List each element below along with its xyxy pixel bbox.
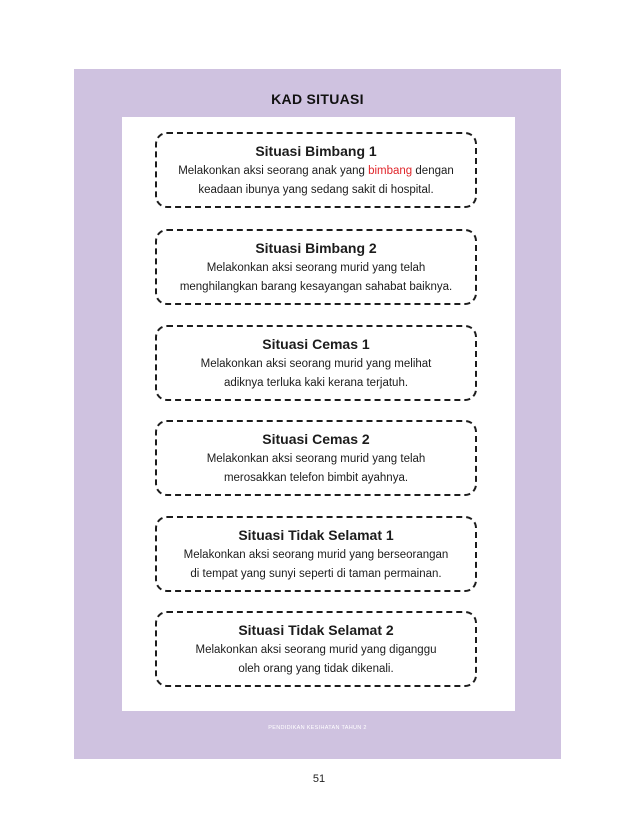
- card-title: Situasi Cemas 2: [262, 431, 370, 447]
- card-line1: Melakonkan aksi seorang murid yang telah: [206, 453, 426, 465]
- situation-card-bimbang-2: [155, 229, 477, 305]
- card-line2: merosakkan telefon bimbit ayahnya.: [223, 472, 409, 484]
- card-title: Situasi Bimbang 2: [255, 240, 377, 256]
- card-line2: oleh orang yang tidak dikenali.: [238, 663, 394, 675]
- situation-card-bimbang-1: [155, 132, 477, 208]
- page-number: 51: [312, 773, 326, 785]
- card-line1: Melakonkan aksi seorang murid yang telah: [206, 262, 426, 274]
- situation-card-tidak-selamat-2: [155, 611, 477, 687]
- card-line2: di tempat yang sunyi seperti di taman permainan.: [190, 568, 442, 580]
- card-title: Situasi Bimbang 1: [255, 143, 377, 159]
- card-line2: menghilangkan barang kesayangan sahabat baiknya.: [179, 281, 453, 293]
- card-description: [157, 450, 475, 488]
- card-line1: Melakonkan aksi seorang murid yang melihat: [200, 358, 432, 370]
- card-description: [157, 162, 475, 200]
- card-line1: Melakonkan aksi seorang murid yang diganggu: [195, 644, 437, 656]
- situation-card-cemas-2: [155, 420, 477, 496]
- card-description: [157, 259, 475, 297]
- card-description: [157, 355, 475, 393]
- card-line2: adiknya terluka kaki kerana terjatuh.: [223, 377, 409, 389]
- situation-card-cemas-1: [155, 325, 477, 401]
- card-title: Situasi Tidak Selamat 2: [238, 622, 394, 638]
- card-sheet: [122, 117, 515, 711]
- highlight-word: bimbang: [368, 165, 413, 177]
- card-description: [157, 641, 475, 679]
- card-title: Situasi Tidak Selamat 1: [238, 527, 394, 543]
- worksheet-panel: [74, 69, 561, 759]
- card-line1: Melakonkan aksi seorang murid yang berseorangan: [183, 549, 449, 561]
- card-title: Situasi Cemas 1: [262, 336, 370, 352]
- card-line2: keadaan ibunya yang sedang sakit di hospital.: [198, 184, 434, 196]
- panel-footer: PENDIDIKAN KESIHATAN TAHUN 2: [268, 725, 367, 731]
- card-line1-after: dengan: [412, 165, 454, 177]
- situation-card-tidak-selamat-1: [155, 516, 477, 592]
- panel-title: KAD SITUASI: [271, 91, 364, 107]
- card-description: [157, 546, 475, 584]
- card-line1-before: Melakonkan aksi seorang anak yang: [178, 165, 369, 177]
